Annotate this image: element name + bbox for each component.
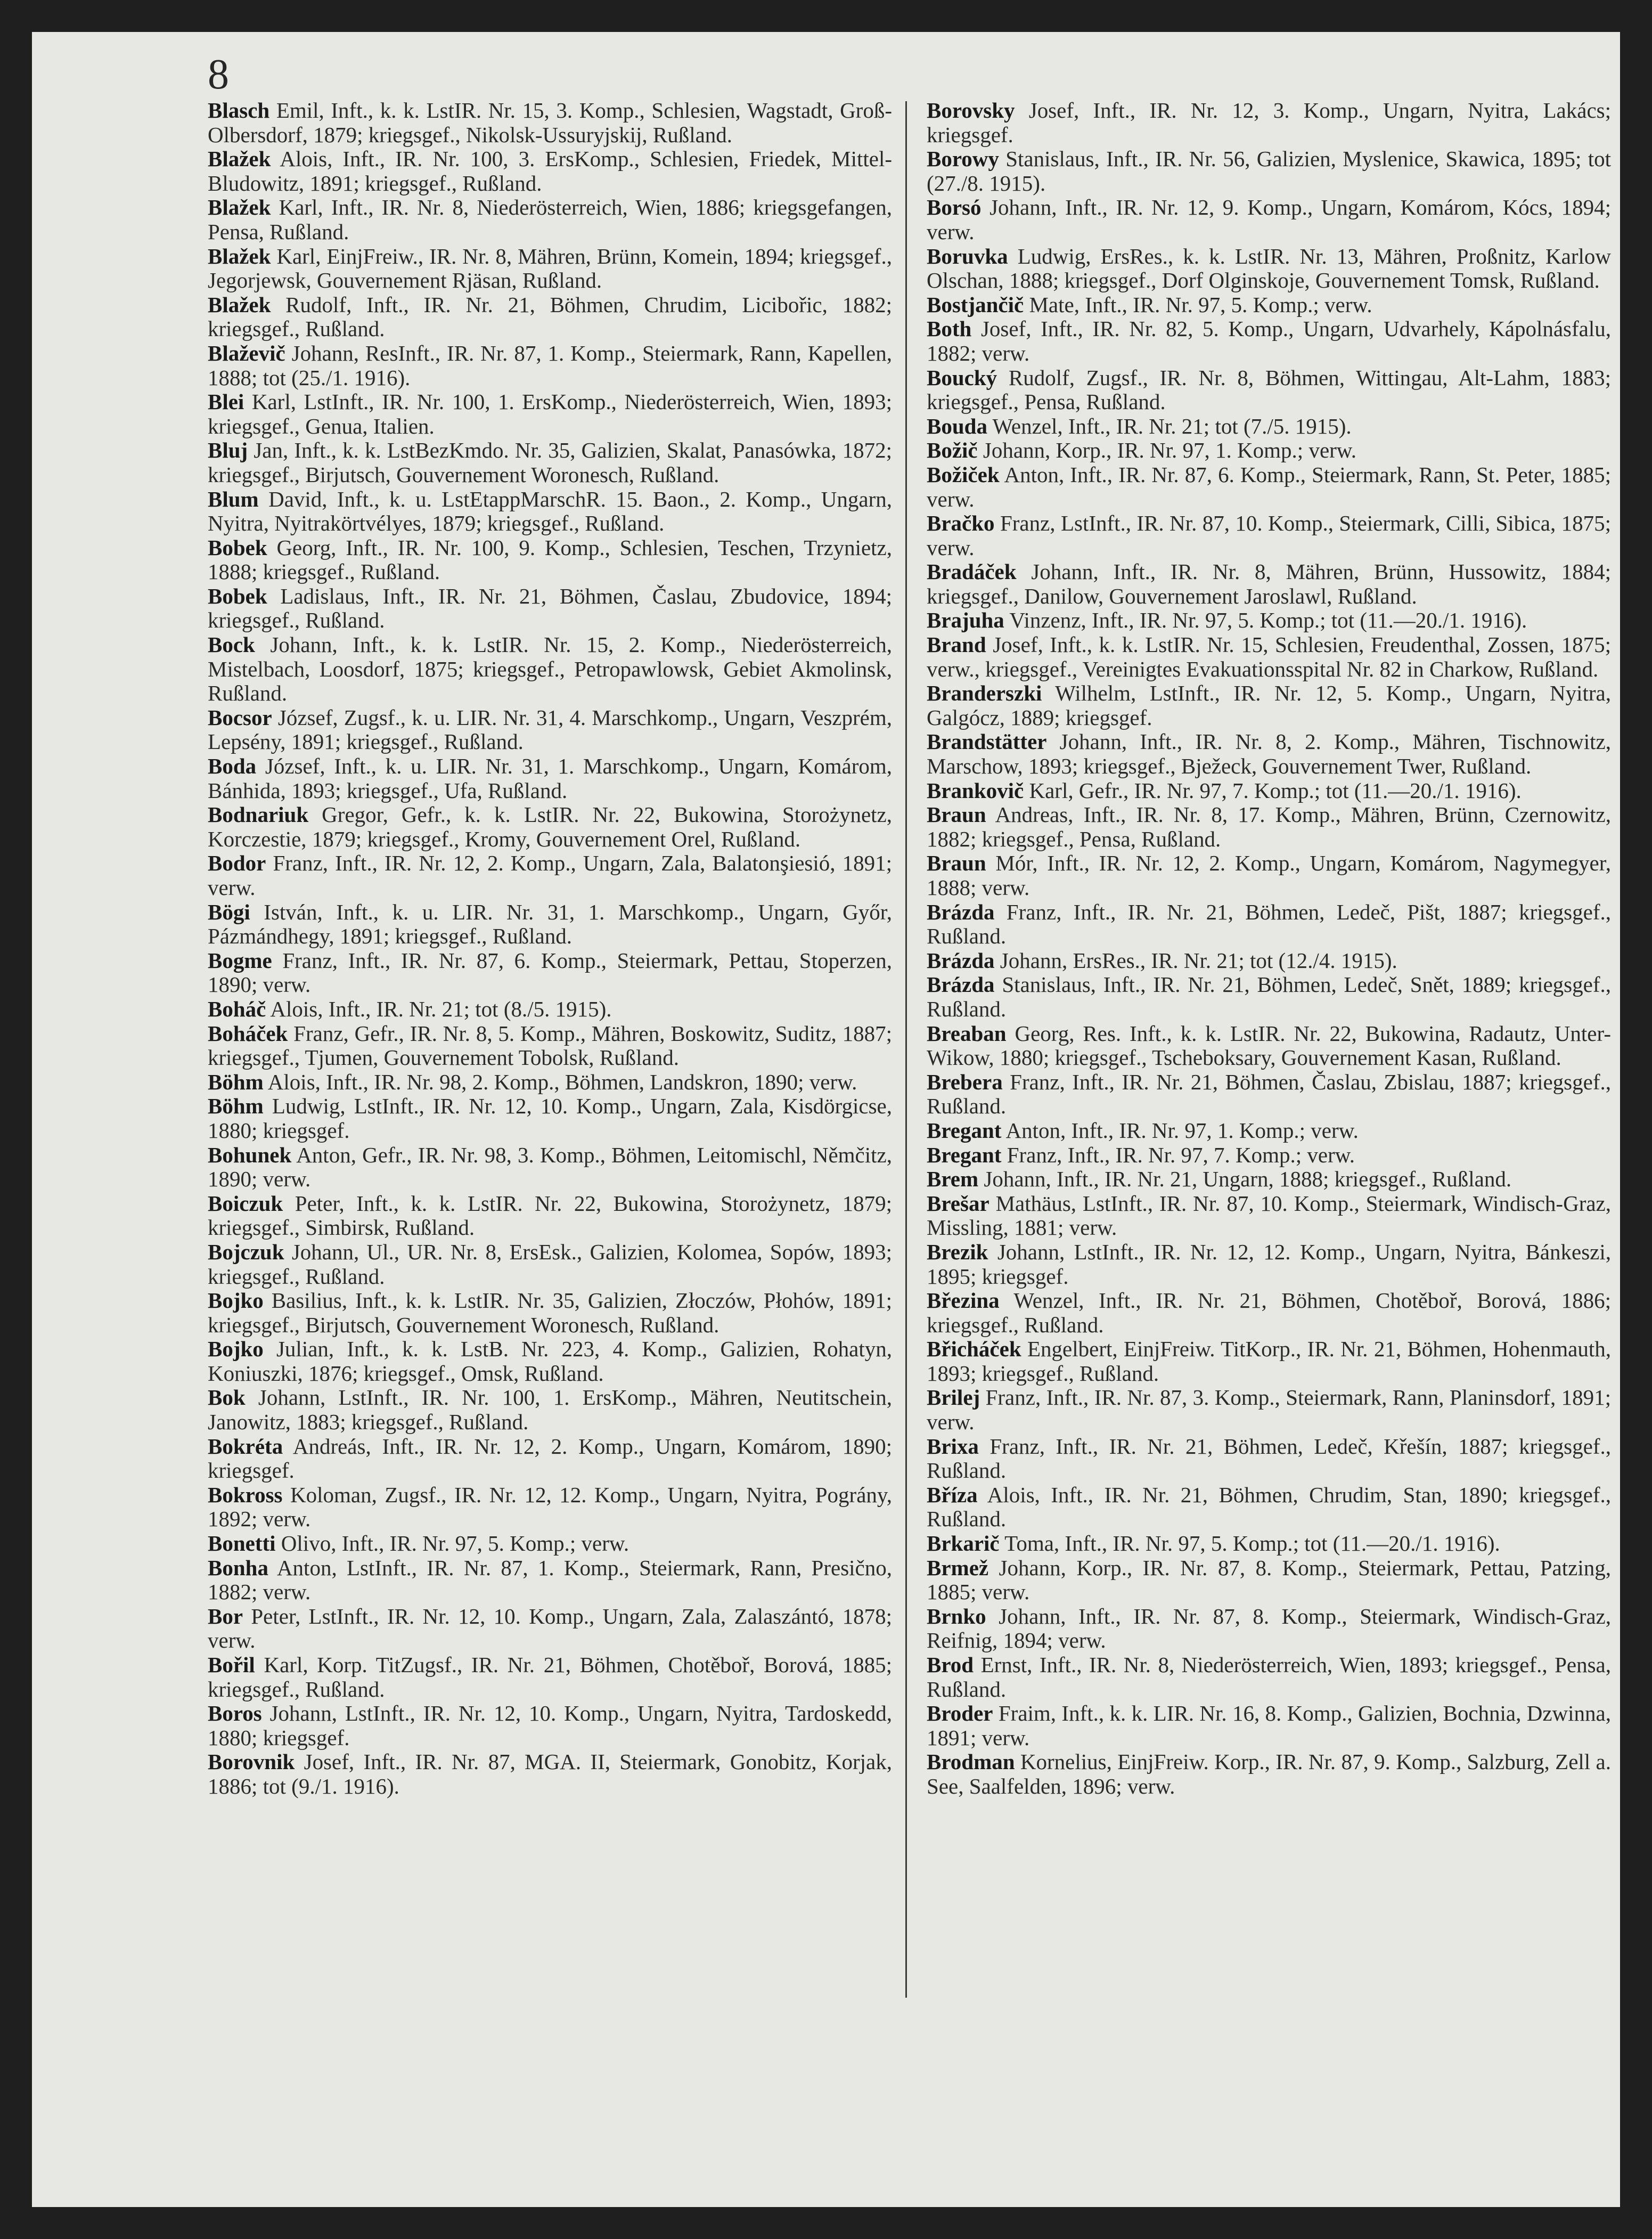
register-entry bbox=[927, 1386, 1611, 1434]
entry-surname: Böhm bbox=[208, 1094, 264, 1119]
register-entry bbox=[208, 438, 892, 487]
register-entry bbox=[208, 754, 892, 803]
entry-details: Mór, Inft., IR. Nr. 12, 2. Komp., Ungarn, Komárom, Nagymegyer, 1888; verw. bbox=[927, 851, 1611, 900]
entry-details: Toma, Inft., IR. Nr. 97, 5. Komp.; tot (11.—20./1. 1916). bbox=[999, 1531, 1500, 1556]
register-entry bbox=[208, 1701, 892, 1750]
entry-surname: Bok bbox=[208, 1385, 246, 1410]
entry-surname: Branderszki bbox=[927, 681, 1042, 706]
entry-surname: Boháček bbox=[208, 1021, 288, 1046]
entry-surname: Bodnariuk bbox=[208, 802, 309, 827]
entry-surname: Bor bbox=[208, 1603, 243, 1629]
entry-surname: Bračko bbox=[927, 511, 995, 536]
register-entry bbox=[208, 341, 892, 390]
register-entry bbox=[927, 608, 1611, 633]
register-entry bbox=[927, 1070, 1611, 1119]
entry-details: Johann, ErsRes., IR. Nr. 21; tot (12./4. 1915). bbox=[994, 948, 1397, 973]
register-entry bbox=[927, 633, 1611, 681]
register-entry bbox=[208, 1143, 892, 1192]
entry-surname: Blažek bbox=[208, 146, 271, 172]
register-entry bbox=[927, 1240, 1611, 1289]
register-entry bbox=[208, 1289, 892, 1337]
register-entry bbox=[208, 997, 892, 1022]
register-entry bbox=[208, 390, 892, 438]
entry-details: Johann, Inft., IR. Nr. 8, 2. Komp., Mähren, Tischnowitz, Marschow, 1893; kriegsgef., Bježeck, Gouvernement Twer, Rußland. bbox=[927, 729, 1611, 779]
entry-surname: Bregant bbox=[927, 1118, 1002, 1143]
entry-surname: Bojko bbox=[208, 1337, 264, 1362]
register-entry bbox=[927, 730, 1611, 778]
entry-details: Emil, Inft., k. k. LstIR. Nr. 15, 3. Komp., Schlesien, Wagstadt, Groß-Olbersdorf, 1879; kriegsgef., Nikolsk-Ussuryjskij, Rußland. bbox=[208, 98, 892, 147]
entry-surname: Bokréta bbox=[208, 1434, 283, 1459]
register-entry bbox=[927, 438, 1611, 463]
register-entry bbox=[208, 1556, 892, 1605]
entry-surname: Bojczuk bbox=[208, 1239, 284, 1264]
entry-surname: Blum bbox=[208, 486, 259, 511]
register-entry bbox=[927, 1119, 1611, 1143]
register-entry bbox=[208, 1094, 892, 1143]
entry-surname: Breaban bbox=[927, 1021, 1007, 1046]
entry-surname: Bohunek bbox=[208, 1142, 292, 1167]
entry-details: David, Inft., k. u. LstEtappMarschR. 15. Baon., 2. Komp., Ungarn, Nyitra, Nyitrakörtvélyes, 1879; kriegsgef., Rußland. bbox=[208, 486, 892, 536]
entry-details: Basilius, Inft., k. k. LstIR. Nr. 35, Galizien, Złoczów, Płohów, 1891; kriegsgef., Birjutsch, Gouvernement Woronesch, Rußland. bbox=[208, 1288, 892, 1337]
entry-details: Johann, LstInft., IR. Nr. 12, 12. Komp., Ungarn, Nyitra, Bánkeszi, 1895; kriegsgef. bbox=[927, 1239, 1611, 1289]
entry-details: Karl, EinjFreiw., IR. Nr. 8, Mähren, Brünn, Komein, 1894; kriegsgef., Jegorjewsk, Gouvernement Rjäsan, Rußland. bbox=[208, 243, 892, 293]
register-entry bbox=[927, 949, 1611, 973]
register-entry bbox=[927, 779, 1611, 803]
entry-surname: Brnko bbox=[927, 1603, 986, 1629]
register-entry bbox=[927, 1532, 1611, 1556]
entry-details: István, Inft., k. u. LIR. Nr. 31, 1. Marschkomp., Ungarn, Győr, Pázmándhegy, 1891; kriegsgef., Rußland. bbox=[208, 899, 892, 949]
entry-surname: Bock bbox=[208, 632, 255, 657]
register-entry bbox=[208, 1386, 892, 1434]
entry-surname: Broder bbox=[927, 1701, 993, 1726]
document-page bbox=[32, 32, 1620, 2207]
entry-surname: Bradáček bbox=[927, 559, 1017, 584]
entry-details: Karl, LstInft., IR. Nr. 100, 1. ErsKomp., Niederösterreich, Wien, 1893; kriegsgef., Genua, Italien. bbox=[208, 389, 892, 438]
entry-surname: Brem bbox=[927, 1167, 979, 1192]
entry-surname: Brázda bbox=[927, 948, 995, 973]
entry-surname: Bobek bbox=[208, 583, 267, 608]
entry-details: Stanislaus, Inft., IR. Nr. 56, Galizien, Myslenice, Skawica, 1895; tot (27./8. 1915). bbox=[927, 146, 1611, 196]
register-entry bbox=[208, 1435, 892, 1483]
entry-details: Johann, Inft., IR. Nr. 87, 8. Komp., Steiermark, Windisch-Graz, Reifnig, 1894; verw. bbox=[927, 1603, 1611, 1653]
register-entry bbox=[208, 900, 892, 949]
entry-details: Andreas, Inft., IR. Nr. 8, 17. Komp., Mähren, Brünn, Czernowitz, 1882; kriegsgef., Pensa, Rußland. bbox=[927, 802, 1611, 851]
entry-details: Anton, LstInft., IR. Nr. 87, 1. Komp., Steiermark, Rann, Presično, 1882; verw. bbox=[208, 1555, 892, 1605]
register-entry bbox=[208, 293, 892, 341]
entry-details: Alois, Inft., IR. Nr. 21; tot (8./5. 1915). bbox=[266, 996, 612, 1021]
entry-details: Johann, Korp., IR. Nr. 87, 8. Komp., Steiermark, Pettau, Patzing, 1885; verw. bbox=[927, 1555, 1611, 1605]
entry-surname: Both bbox=[927, 316, 972, 341]
register-entry bbox=[208, 706, 892, 754]
entry-details: Johann, ResInft., IR. Nr. 87, 1. Komp., Steiermark, Rann, Kapellen, 1888; tot (25./1. 1916). bbox=[208, 340, 892, 390]
entry-details: Karl, Gefr., IR. Nr. 97, 7. Komp.; tot (11.—20./1. 1916). bbox=[1024, 778, 1522, 803]
entry-details: Johann, Inft., IR. Nr. 8, Mähren, Brünn, Hussowitz, 1884; kriegsgef., Danilow, Gouvernement Jaroslawl, Rußland. bbox=[927, 559, 1611, 608]
entry-details: Josef, Inft., IR. Nr. 87, MGA. II, Steiermark, Gonobitz, Korjak, 1886; tot (9./1. 1916). bbox=[208, 1749, 892, 1798]
entry-details: Alois, Inft., IR. Nr. 98, 2. Komp., Böhmen, Landskron, 1890; verw. bbox=[263, 1069, 857, 1094]
register-entry bbox=[208, 536, 892, 584]
register-entry bbox=[208, 1240, 892, 1289]
register-entry bbox=[208, 99, 892, 147]
entry-surname: Boucký bbox=[927, 365, 997, 390]
register-entry bbox=[927, 1653, 1611, 1701]
entry-details: Josef, Inft., IR. Nr. 12, 3. Komp., Ungarn, Nyitra, Lakács; kriegsgef. bbox=[927, 98, 1611, 147]
register-entry bbox=[927, 681, 1611, 730]
entry-surname: Böhm bbox=[208, 1069, 264, 1094]
entry-details: Josef, Inft., k. k. LstIR. Nr. 15, Schlesien, Freudenthal, Zossen, 1875; verw., kriegsgef., Vereinigtes Evakuationsspital Nr. 82 in Charkow, Rußland. bbox=[927, 632, 1611, 681]
entry-surname: Bodor bbox=[208, 851, 266, 876]
entry-surname: Bobek bbox=[208, 535, 267, 560]
register-entry bbox=[927, 803, 1611, 851]
entry-surname: Brixa bbox=[927, 1434, 979, 1459]
entry-details: Alois, Inft., IR. Nr. 21, Böhmen, Chrudim, Stan, 1890; kriegsgef., Rußland. bbox=[927, 1482, 1611, 1532]
entry-surname: Brilej bbox=[927, 1385, 980, 1410]
entry-details: Kornelius, EinjFreiw. Korp., IR. Nr. 87, 9. Komp., Salzburg, Zell a. See, Saalfelden, 1896; verw. bbox=[927, 1749, 1611, 1798]
register-entry bbox=[927, 1289, 1611, 1337]
entry-surname: Brázda bbox=[927, 972, 995, 997]
entry-details: Georg, Inft., IR. Nr. 100, 9. Komp., Schlesien, Teschen, Trzynietz, 1888; kriegsgef., Rußland. bbox=[208, 535, 892, 584]
entry-details: Stanislaus, Inft., IR. Nr. 21, Böhmen, Ledeč, Snět, 1889; kriegsgef., Rußland. bbox=[927, 972, 1611, 1021]
entry-surname: Blasch bbox=[208, 98, 270, 123]
entry-surname: Brodman bbox=[927, 1749, 1015, 1774]
register-entry bbox=[927, 1337, 1611, 1386]
register-entry bbox=[927, 1483, 1611, 1532]
page-number: 8 bbox=[208, 51, 229, 98]
entry-surname: Boros bbox=[208, 1701, 262, 1726]
entry-details: Koloman, Zugsf., IR. Nr. 12, 12. Komp., Ungarn, Nyitra, Pográny, 1892; verw. bbox=[208, 1482, 892, 1532]
entry-surname: Brand bbox=[927, 632, 986, 657]
entry-details: Mate, Inft., IR. Nr. 97, 5. Komp.; verw. bbox=[1024, 292, 1372, 317]
entry-surname: Brmež bbox=[927, 1555, 989, 1580]
register-entry bbox=[208, 1070, 892, 1095]
register-entry bbox=[927, 560, 1611, 608]
entry-surname: Brandstätter bbox=[927, 729, 1047, 754]
register-entry bbox=[927, 1143, 1611, 1168]
entry-details: Ladislaus, Inft., IR. Nr. 21, Böhmen, Časlau, Zbudovice, 1894; kriegsgef., Rußland. bbox=[208, 583, 892, 633]
left-column bbox=[208, 99, 892, 1799]
entry-surname: Borovsky bbox=[927, 98, 1015, 123]
register-entry bbox=[927, 1192, 1611, 1240]
register-entry bbox=[208, 803, 892, 851]
entry-surname: Blažek bbox=[208, 195, 271, 220]
entry-details: Johann, Ul., UR. Nr. 8, ErsEsk., Galizien, Kolomea, Sopów, 1893; kriegsgef., Rußland. bbox=[208, 1239, 892, 1289]
entry-details: Wilhelm, LstInft., IR. Nr. 12, 5. Komp., Ungarn, Nyitra, Galgócz, 1889; kriegsgef. bbox=[927, 681, 1611, 730]
entry-surname: Blažek bbox=[208, 243, 271, 268]
register-entry bbox=[208, 949, 892, 997]
register-entry bbox=[927, 245, 1611, 293]
register-entry bbox=[927, 1605, 1611, 1653]
register-entry bbox=[927, 511, 1611, 560]
entry-details: Alois, Inft., IR. Nr. 100, 3. ErsKomp., Schlesien, Friedek, Mittel-Bludowitz, 1891; kriegsgef., Rußland. bbox=[208, 146, 892, 196]
entry-details: Josef, Inft., IR. Nr. 82, 5. Komp., Ungarn, Udvarhely, Kápolnásfalu, 1882; verw. bbox=[927, 316, 1611, 365]
entry-surname: Bostjančič bbox=[927, 292, 1024, 317]
register-entry bbox=[927, 1022, 1611, 1070]
register-entry bbox=[927, 900, 1611, 949]
entry-surname: Brebera bbox=[927, 1069, 1003, 1094]
register-entry bbox=[927, 851, 1611, 900]
entry-details: Engelbert, EinjFreiw. TitKorp., IR. Nr. 21, Böhmen, Hohenmauth, 1893; kriegsgef., Rußland. bbox=[927, 1337, 1611, 1386]
entry-surname: Brod bbox=[927, 1652, 974, 1677]
register-entry bbox=[208, 1653, 892, 1701]
entry-details: Anton, Inft., IR. Nr. 87, 6. Komp., Steiermark, Rann, St. Peter, 1885; verw. bbox=[927, 462, 1611, 511]
entry-surname: Blažek bbox=[208, 292, 271, 317]
register-entry bbox=[927, 414, 1611, 439]
register-entry bbox=[208, 584, 892, 633]
entry-details: Fraim, Inft., k. k. LIR. Nr. 16, 8. Komp., Galizien, Bochnia, Dzwinna, 1891; verw. bbox=[927, 1701, 1611, 1750]
entry-details: Anton, Inft., IR. Nr. 97, 1. Komp.; verw. bbox=[1001, 1118, 1359, 1143]
register-entry bbox=[208, 245, 892, 293]
entry-details: Julian, Inft., k. k. LstB. Nr. 223, 4. Komp., Galizien, Rohatyn, Koniuszki, 1876; kriegsgef., Omsk, Rußland. bbox=[208, 1337, 892, 1386]
entry-details: Franz, Inft., IR. Nr. 12, 2. Komp., Ungarn, Zala, Balatonşiesió, 1891; verw. bbox=[208, 851, 892, 900]
register-entry bbox=[927, 463, 1611, 511]
register-entry bbox=[208, 1483, 892, 1532]
entry-surname: Bříza bbox=[927, 1482, 978, 1507]
entry-surname: Boruvka bbox=[927, 243, 1008, 268]
entry-details: Olivo, Inft., IR. Nr. 97, 5. Komp.; verw. bbox=[275, 1531, 629, 1556]
entry-surname: Borovnik bbox=[208, 1749, 295, 1774]
entry-surname: Blei bbox=[208, 389, 244, 414]
entry-surname: Boda bbox=[208, 754, 257, 779]
register-entry bbox=[927, 1701, 1611, 1750]
entry-details: Anton, Gefr., IR. Nr. 98, 3. Komp., Böhmen, Leitomischl, Němčitz, 1890; verw. bbox=[208, 1142, 892, 1192]
entry-surname: Bogme bbox=[208, 948, 272, 973]
entry-details: Franz, Inft., IR. Nr. 21, Böhmen, Časlau, Zbislau, 1887; kriegsgef., Rußland. bbox=[927, 1069, 1611, 1119]
entry-surname: Brajuha bbox=[927, 608, 1004, 633]
entry-details: Ernst, Inft., IR. Nr. 8, Niederösterreich, Wien, 1893; kriegsgef., Pensa, Rußland. bbox=[927, 1652, 1611, 1701]
entry-surname: Boiczuk bbox=[208, 1191, 283, 1216]
register-entry bbox=[208, 1337, 892, 1386]
register-entry bbox=[927, 973, 1611, 1021]
entry-surname: Božič bbox=[927, 438, 978, 463]
entry-surname: Bouda bbox=[927, 413, 987, 438]
entry-surname: Bojko bbox=[208, 1288, 264, 1313]
entry-surname: Bocsor bbox=[208, 705, 272, 730]
entry-details: Franz, LstInft., IR. Nr. 87, 10. Komp., Steiermark, Cilli, Sibica, 1875; verw. bbox=[927, 511, 1611, 560]
register-entry bbox=[927, 1167, 1611, 1192]
entry-details: Johann, LstInft., IR. Nr. 100, 1. ErsKomp., Mähren, Neutitschein, Janowitz, 1883; kriegsgef., Rußland. bbox=[208, 1385, 892, 1435]
register-entry bbox=[208, 851, 892, 900]
entry-details: Ludwig, LstInft., IR. Nr. 12, 10. Komp., Ungarn, Zala, Kisdörgicse, 1880; kriegsgef. bbox=[208, 1094, 892, 1143]
entry-surname: Brankovič bbox=[927, 778, 1024, 803]
entry-surname: Březina bbox=[927, 1288, 1000, 1313]
entry-surname: Braun bbox=[927, 802, 986, 827]
entry-surname: Bonetti bbox=[208, 1531, 276, 1556]
entry-details: Jan, Inft., k. k. LstBezKmdo. Nr. 35, Galizien, Skalat, Panasówka, 1872; kriegsgef., Birjutsch, Gouvernement Woronesch, Rußland. bbox=[208, 438, 892, 487]
entry-details: Vinzenz, Inft., IR. Nr. 97, 5. Komp.; tot (11.—20./1. 1916). bbox=[1004, 608, 1527, 633]
register-entry bbox=[208, 1532, 892, 1556]
entry-details: Georg, Res. Inft., k. k. LstIR. Nr. 22, Bukowina, Radautz, Unter-Wikow, 1880; kriegsgef., Tscheboksary, Gouvernement Kasan, Rußland. bbox=[927, 1021, 1611, 1070]
register-entry bbox=[927, 147, 1611, 196]
entry-details: Rudolf, Zugsf., IR. Nr. 8, Böhmen, Wittingau, Alt-Lahm, 1883; kriegsgef., Pensa, Rußland. bbox=[927, 365, 1611, 414]
entry-details: Mathäus, LstInft., IR. Nr. 87, 10. Komp., Steiermark, Windisch-Graz, Missling, 1881; verw. bbox=[927, 1191, 1611, 1240]
entry-details: Karl, Inft., IR. Nr. 8, Niederösterreich, Wien, 1886; kriegsgefangen, Pensa, Rußland. bbox=[208, 195, 892, 244]
register-entry bbox=[927, 317, 1611, 365]
entry-surname: Bregant bbox=[927, 1142, 1002, 1167]
register-entry bbox=[927, 196, 1611, 244]
entry-details: Gregor, Gefr., k. k. LstIR. Nr. 22, Bukowina, Storożynetz, Korczestie, 1879; kriegsgef., Kromy, Gouvernement Orel, Rußland. bbox=[208, 802, 892, 851]
entry-details: Wenzel, Inft., IR. Nr. 21; tot (7./5. 1915). bbox=[987, 413, 1352, 438]
entry-details: Ludwig, ErsRes., k. k. LstIR. Nr. 13, Mähren, Proßnitz, Karlow Olschan, 1888; kriegsgef., Dorf Olginskoje, Gouvernement Tomsk, Rußland. bbox=[927, 243, 1611, 293]
entry-details: Karl, Korp. TitZugsf., IR. Nr. 21, Böhmen, Chotěboř, Borová, 1885; kriegsgef., Rußland. bbox=[208, 1652, 892, 1701]
entry-surname: Brezik bbox=[927, 1239, 988, 1264]
register-entry bbox=[927, 1750, 1611, 1798]
entry-details: Johann, Inft., IR. Nr. 21, Ungarn, 1888; kriegsgef., Rußland. bbox=[978, 1167, 1512, 1192]
entry-details: Johann, Inft., IR. Nr. 12, 9. Komp., Ungarn, Komárom, Kócs, 1894; verw. bbox=[927, 195, 1611, 244]
entry-details: Franz, Inft., IR. Nr. 21, Böhmen, Ledeč, Křešín, 1887; kriegsgef., Rußland. bbox=[927, 1434, 1611, 1483]
entry-details: Johann, Inft., k. k. LstIR. Nr. 15, 2. Komp., Niederösterreich, Mistelbach, Loosdorf, 1875; kriegsgef., Petropawlowsk, Gebiet Akmolinsk, Rußland. bbox=[208, 632, 892, 706]
entry-surname: Brešar bbox=[927, 1191, 989, 1216]
entry-surname: Bonha bbox=[208, 1555, 268, 1580]
register-entry bbox=[208, 633, 892, 706]
entry-surname: Božiček bbox=[927, 462, 1000, 487]
entry-surname: Borowy bbox=[927, 146, 999, 172]
register-entry bbox=[208, 196, 892, 244]
register-entry bbox=[927, 1556, 1611, 1605]
register-entry bbox=[927, 366, 1611, 414]
right-column bbox=[927, 99, 1611, 1799]
entry-surname: Bluj bbox=[208, 438, 248, 463]
register-entry bbox=[208, 147, 892, 196]
register-entry bbox=[208, 1750, 892, 1798]
entry-details: Peter, LstInft., IR. Nr. 12, 10. Komp., Ungarn, Zala, Zalaszántó, 1878; verw. bbox=[208, 1603, 892, 1653]
entry-surname: Brkarič bbox=[927, 1531, 1000, 1556]
entry-details: Franz, Inft., IR. Nr. 87, 3. Komp., Steiermark, Rann, Planinsdorf, 1891; verw. bbox=[927, 1385, 1611, 1435]
entry-details: Wenzel, Inft., IR. Nr. 21, Böhmen, Chotěboř, Borová, 1886; kriegsgef., Rußland. bbox=[927, 1288, 1611, 1337]
entry-details: Rudolf, Inft., IR. Nr. 21, Böhmen, Chrudim, Licibořic, 1882; kriegsgef., Rußland. bbox=[208, 292, 892, 341]
entry-surname: Bokross bbox=[208, 1482, 283, 1507]
entry-details: Johann, Korp., IR. Nr. 97, 1. Komp.; verw. bbox=[977, 438, 1356, 463]
entry-surname: Borsó bbox=[927, 195, 982, 220]
entry-surname: Bögi bbox=[208, 899, 250, 924]
entry-details: Franz, Gefr., IR. Nr. 8, 5. Komp., Mähren, Boskowitz, Suditz, 1887; kriegsgef., Tjumen, Gouvernement Tobolsk, Rußland. bbox=[208, 1021, 892, 1070]
entry-details: József, Zugsf., k. u. LIR. Nr. 31, 4. Marschkomp., Ungarn, Veszprém, Lepsény, 1891; kriegsgef., Rußland. bbox=[208, 705, 892, 754]
register-entry bbox=[927, 99, 1611, 147]
entry-details: Franz, Inft., IR. Nr. 87, 6. Komp., Steiermark, Pettau, Stoperzen, 1890; verw. bbox=[208, 948, 892, 997]
entry-details: Franz, Inft., IR. Nr. 97, 7. Komp.; verw. bbox=[1001, 1142, 1355, 1167]
register-entry bbox=[208, 487, 892, 536]
entry-surname: Blaževič bbox=[208, 340, 285, 365]
entry-details: Peter, Inft., k. k. LstIR. Nr. 22, Bukowina, Storożynetz, 1879; kriegsgef., Simbirsk, Rußland. bbox=[208, 1191, 892, 1240]
entry-surname: Břicháček bbox=[927, 1337, 1021, 1362]
entry-surname: Braun bbox=[927, 851, 986, 876]
register-entry bbox=[208, 1192, 892, 1240]
entry-details: József, Inft., k. u. LIR. Nr. 31, 1. Marschkomp., Ungarn, Komárom, Bánhida, 1893; kriegsgef., Ufa, Rußland. bbox=[208, 754, 892, 803]
entry-surname: Bořil bbox=[208, 1652, 255, 1677]
entry-details: Andreás, Inft., IR. Nr. 12, 2. Komp., Ungarn, Komárom, 1890; kriegsgef. bbox=[208, 1434, 892, 1483]
entry-surname: Brázda bbox=[927, 899, 995, 924]
entry-surname: Boháč bbox=[208, 996, 266, 1021]
register-entry bbox=[208, 1022, 892, 1070]
column-divider bbox=[905, 101, 907, 1998]
register-entry bbox=[927, 293, 1611, 317]
entry-details: Johann, LstInft., IR. Nr. 12, 10. Komp., Ungarn, Nyitra, Tardoskedd, 1880; kriegsgef. bbox=[208, 1701, 892, 1750]
register-entry bbox=[208, 1605, 892, 1653]
entry-details: Franz, Inft., IR. Nr. 21, Böhmen, Ledeč, Pišt, 1887; kriegsgef., Rußland. bbox=[927, 899, 1611, 949]
register-entry bbox=[927, 1435, 1611, 1483]
